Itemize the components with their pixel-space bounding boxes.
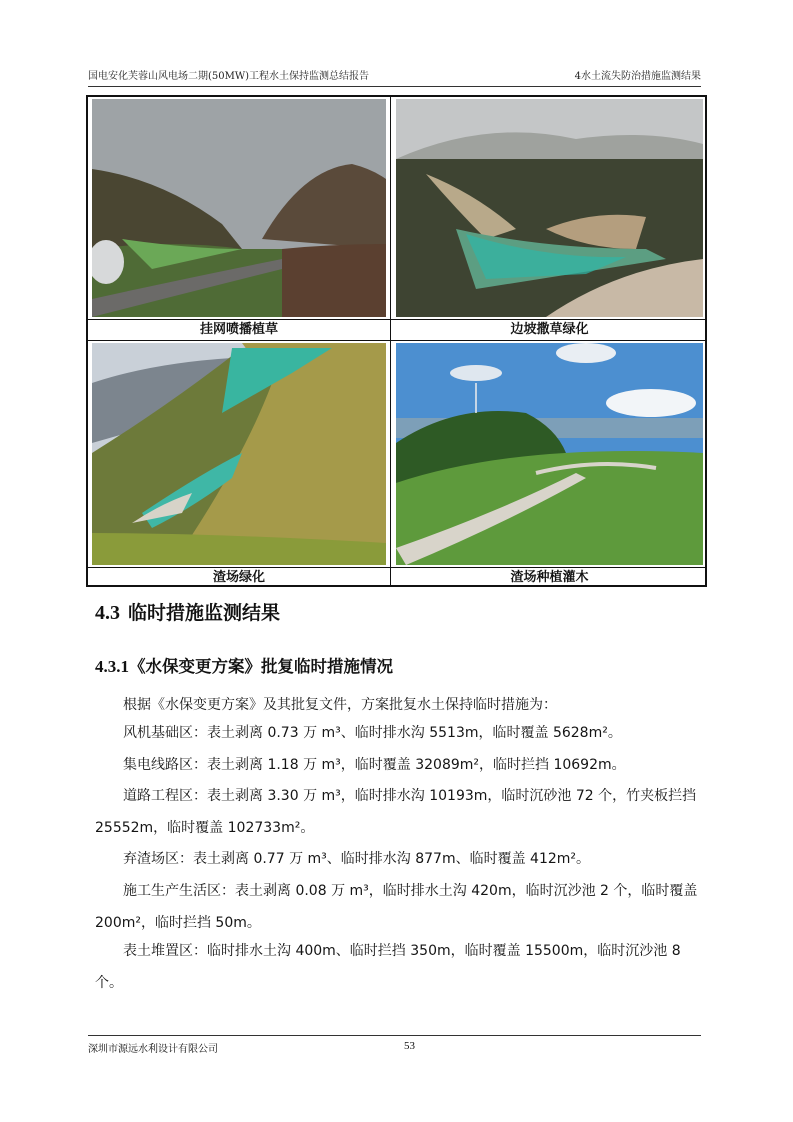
slope-grass-photo (396, 99, 703, 317)
photo-caption: 挂网喷播植草 (199, 322, 278, 337)
page-header (88, 67, 701, 85)
paragraph: 道路工程区：表土剥离 3.30 万 m³，临时排水沟 10193m，临时沉砂池 72 个，竹夹板拦挡 25552m，临时覆盖 102733m²。 (95, 788, 697, 836)
table-divider (88, 340, 705, 341)
hillside-road-photo (92, 99, 386, 317)
table-divider (390, 97, 391, 585)
page-footer (88, 1040, 701, 1056)
chapter-title: 4水土流失防治措施监测结果 (574, 71, 701, 82)
shrub-planting-photo (396, 343, 703, 565)
company-name: 深圳市源远水利设计有限公司 (88, 1044, 218, 1055)
photo-caption: 边坡撒草绿化 (510, 322, 589, 337)
paragraph: 弃渣场区：表土剥离 0.77 万 m³、临时排水沟 877m、临时覆盖 412m²。 (123, 851, 591, 867)
page-number: 53 (404, 1040, 415, 1052)
section-number: 4.3 (95, 602, 120, 624)
subsection-heading (95, 653, 393, 677)
spoil-site-photo (92, 343, 386, 565)
footer-divider (88, 1035, 701, 1036)
paragraph: 施工生产生活区：表土剥离 0.08 万 m³，临时排水土沟 420m，临时沉沙池 2 个，临时覆盖 200m²，临时拦挡 50m。 (95, 883, 698, 931)
paragraph: 风机基础区：表土剥离 0.73 万 m³、临时排水沟 5513m，临时覆盖 5628m²。 (123, 725, 622, 741)
header-divider (88, 86, 701, 87)
section-heading (95, 598, 280, 625)
subsection-number: 4.3.1 (95, 657, 129, 676)
photo-caption: 渣场绿化 (212, 570, 265, 585)
section-title: 临时措施监测结果 (128, 602, 281, 624)
photo-caption: 渣场种植灌木 (510, 570, 589, 585)
photo-table (86, 95, 707, 587)
subsection-title: 《水保变更方案》批复临时措施情况 (129, 657, 393, 676)
paragraph: 集电线路区：表土剥离 1.18 万 m³，临时覆盖 32089m²，临时拦挡 10692m。 (123, 757, 626, 773)
paragraph: 根据《水保变更方案》及其批复文件，方案批复水土保持临时措施为： (123, 697, 557, 713)
report-title: 国电安化芙蓉山风电场二期(50MW)工程水土保持监测总结报告 (88, 71, 370, 82)
paragraph: 表土堆置区：临时排水土沟 400m、临时拦挡 350m，临时覆盖 15500m，临时沉沙池 8 个。 (95, 943, 681, 991)
